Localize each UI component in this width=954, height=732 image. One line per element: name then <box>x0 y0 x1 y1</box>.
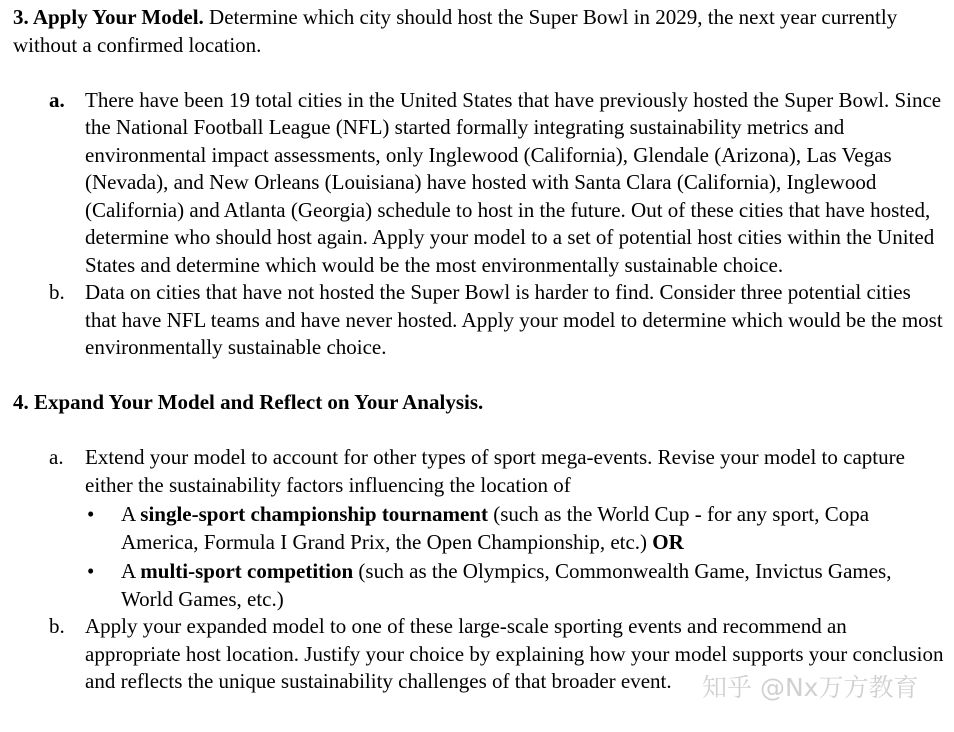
section-4-heading: 4. Expand Your Model and Reflect on Your Analysis. <box>13 390 484 414</box>
watermark: 知乎 @Nx万方教育 <box>702 673 919 702</box>
section-4-item-a <box>13 444 945 613</box>
section-3-intro <box>13 4 945 59</box>
item-marker: a. <box>49 445 64 469</box>
bullet-suffix: (such as the Olympics, Commonwealth Game, Invictus Games, World Games, etc.) <box>121 559 892 611</box>
bullet-bold-term: multi-sport competition <box>140 559 354 583</box>
section-3-intro-text: Determine which city should host the Super Bowl in 2029, the next year currently without a confirmed location. <box>13 5 898 57</box>
item-marker: b. <box>49 280 65 304</box>
item-text: Apply your expanded model to one of these large-scale sporting events and recommend an appropriate host location. Justify your choice by explaining how your model supports your conclusion and reflects the unique sustainability challenges of that broader event. <box>85 614 944 693</box>
bullet-prefix: A <box>121 502 141 526</box>
section-3-heading: 3. Apply Your Model. <box>13 5 204 29</box>
bullet-item-single-sport <box>85 501 945 556</box>
bullet-suffix: (such as the World Cup - for any sport, Copa America, Formula I Grand Prix, the Open Championship, etc.) <box>121 502 870 554</box>
bullet-prefix: A <box>121 559 141 583</box>
section-4-item-b <box>13 613 945 696</box>
item-text: Extend your model to account for other types of sport mega-events. Revise your model to capture either the sustainability factors influencing the location of <box>85 445 905 497</box>
item-marker: b. <box>49 614 65 638</box>
item-text: Data on cities that have not hosted the Super Bowl is harder to find. Consider three potential cities that have NFL teams and have never hosted. Apply your model to determine which would be the most environmentally sustainable choice. <box>85 280 943 359</box>
bullet-item-multi-sport <box>85 558 945 613</box>
item-text: There have been 19 total cities in the United States that have previously hosted the Super Bowl. Since the National Football League (NFL) started formally integrating sustainability metrics and environmental impact assessments, only Inglewood (California), Glendale (Arizona), Las Vegas (Nevada), and New Orleans (Louisiana) have hosted with Santa Clara (California), Inglewood (California) and Atlanta (Georgia) schedule to host in the future. Out of these cities that have hosted, determine who should host again. Apply your model to a set of potential host cities within the United States and determine which would be the most environmentally sustainable choice. <box>85 87 942 277</box>
bullet-icon: • <box>87 559 95 583</box>
section-3-item-b <box>13 279 945 362</box>
bullet-icon: • <box>87 502 95 526</box>
item-marker: a. <box>49 87 65 112</box>
bullet-bold-term: single-sport championship tournament <box>140 502 488 526</box>
bullet-tail-bold: OR <box>652 529 684 554</box>
section-3-item-a <box>13 87 945 280</box>
document-page <box>13 4 945 696</box>
